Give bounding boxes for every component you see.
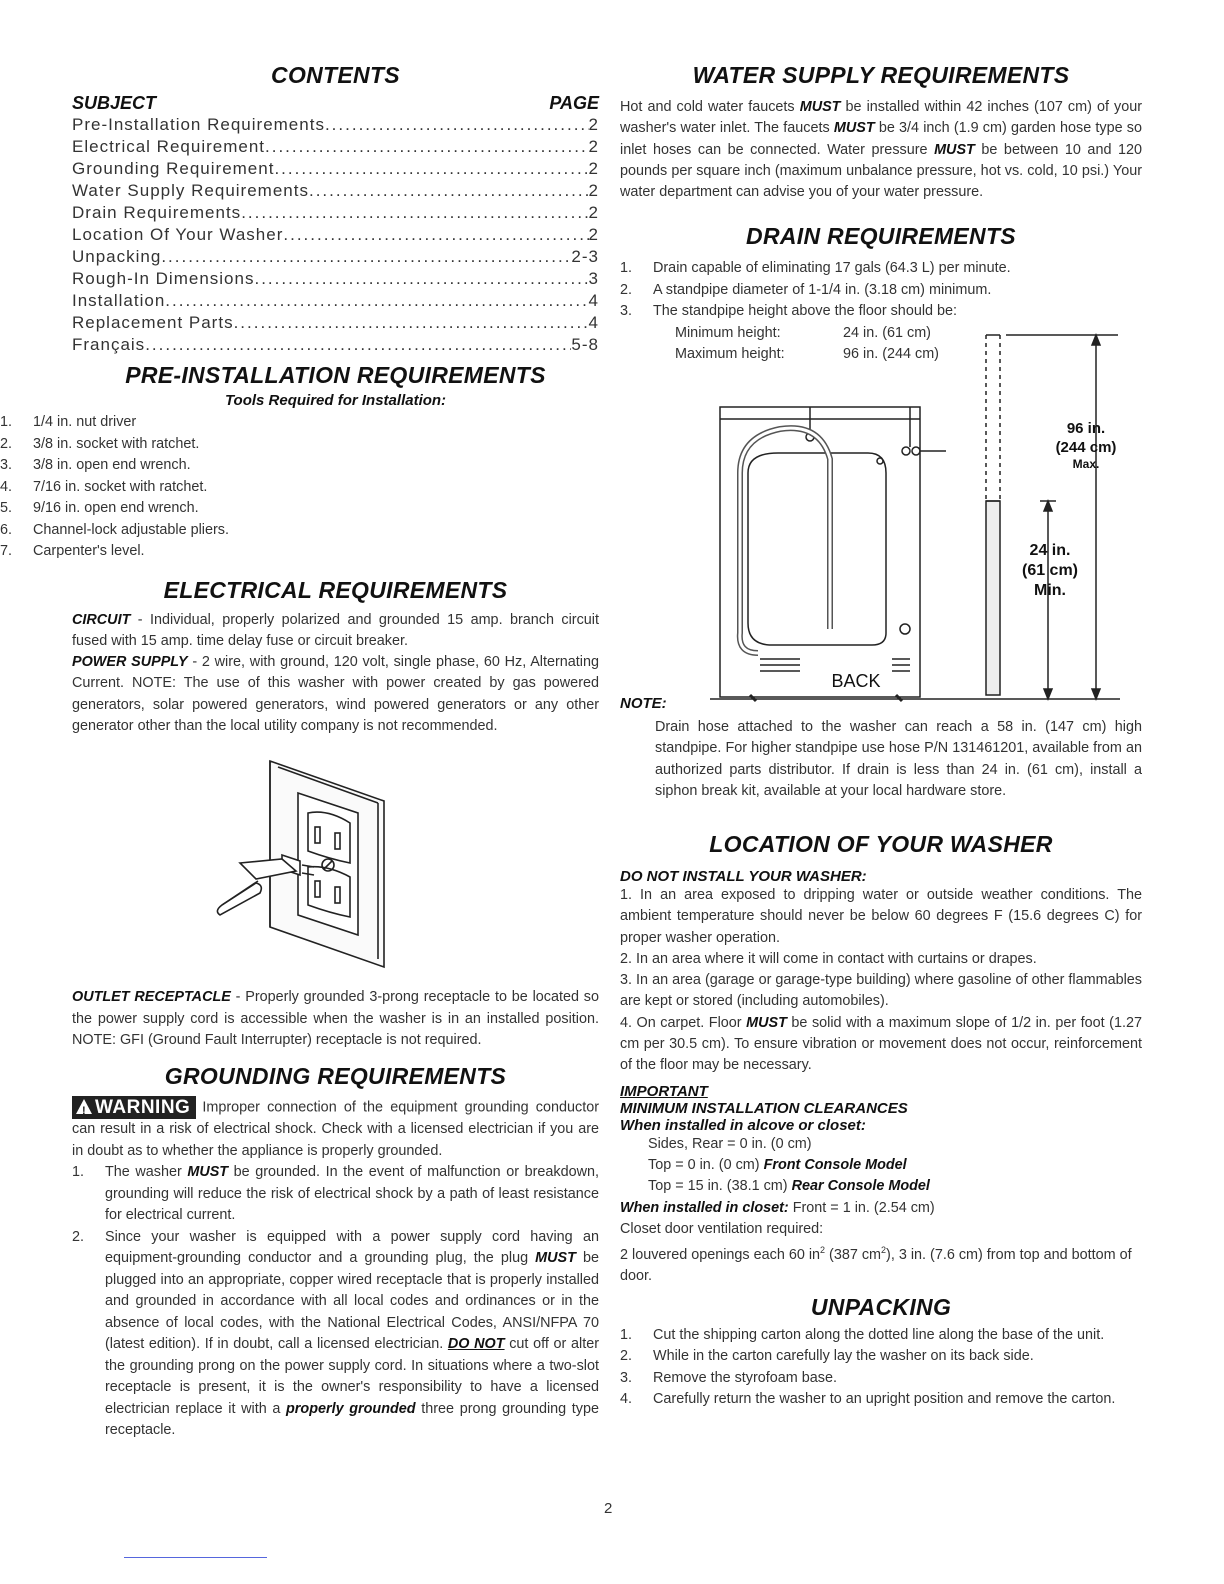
grounding-title: GROUNDING REQUIREMENTS bbox=[164, 1063, 507, 1090]
important-label: IMPORTANT bbox=[620, 1082, 708, 1100]
warning-triangle-icon bbox=[76, 1099, 92, 1114]
location-item-1: 1. In an area exposed to dripping water or outside weather conditions. The ambient temperature should never be below 60 degrees F (15.6 degrees C) for proper washer operation. bbox=[620, 886, 1142, 946]
list-item: 1. 1/4 in. nut driver bbox=[0, 414, 137, 430]
clearance-sides: Sides, Rear = 0 in. (0 cm) bbox=[648, 1135, 812, 1152]
fig-max-1: 96 in. bbox=[1066, 419, 1106, 437]
note-text: Drain hose attached to the washer can reach a 58 in. (147 cm) high standpipe. For higher standpipe use hose P/N 131461201, available from an authorized parts distributor. If drain is less than 24 in. (61 cm), install a siphon break kit, available at your local hardware store. bbox=[655, 718, 1142, 799]
clearance-top-front: Top = 0 in. (0 cm) Front Console Model bbox=[648, 1156, 907, 1173]
outlet-illustration bbox=[72, 755, 599, 979]
list-item: 6. Channel-lock adjustable pliers. bbox=[0, 521, 229, 538]
fig-max-2: (244 cm) bbox=[1055, 438, 1117, 456]
list-item: 3. The standpipe height above the floor should be: bbox=[620, 303, 958, 320]
list-item: 2. Since your washer is equipped with a power supply cord having an equipment-grounding conductor and a grounding plug, the plug MUST be plugged into an appropriate, copper wired receptacle that is properly installed and grounded in accordance with all local codes and ordinances or in the absence of local codes, with the National Electrical Codes, ANSI/NFPA 70 (latest edition). If in doubt, call a licensed electrician. DO NOT cut off or alter the grounding prong on the power supply cord. In situations where a two-slot receptacle is present, it is the owner's responsibility to have a licensed electrician replace it with a properly grounded three prong grounding type receptacle. bbox=[72, 1228, 600, 1439]
location-item-4: 4. On carpet. Floor MUST be solid with a maximum slope of 1/2 in. per foot (1.27 cm per 30.5 cm). To ensure vibration or movement does not occur, reinforcement of the floor may be necessary. bbox=[620, 1014, 1142, 1074]
list-item: 5. 9/16 in. open end wrench. bbox=[0, 500, 199, 516]
fig-min-2: (61 cm) bbox=[1021, 561, 1079, 579]
subject-label: SUBJECT bbox=[72, 93, 157, 113]
min-clearances-heading: MINIMUM INSTALLATION CLEARANCES bbox=[620, 1099, 908, 1117]
warning-badge: !WARNING bbox=[72, 1096, 196, 1119]
grounding-list bbox=[72, 1162, 599, 1442]
drain-diagram bbox=[620, 323, 1142, 763]
fig-back-label: BACK bbox=[831, 670, 881, 691]
list-item: 2. A standpipe diameter of 1-1/4 in. (3.18 cm) minimum. bbox=[620, 281, 992, 298]
electrical-title: ELECTRICAL REQUIREMENTS bbox=[163, 576, 508, 603]
list-item: 1. The washer MUST be grounded. In the event of malfunction or breakdown, grounding will reduce the risk of electrical shock by a path of least resistance for electrical current. bbox=[72, 1164, 599, 1224]
list-item: 3. 3/8 in. open end wrench. bbox=[0, 457, 191, 473]
contents-list bbox=[72, 114, 599, 356]
list-item: 4. Carefully return the washer to an upright position and remove the carton. bbox=[620, 1391, 1116, 1408]
list-item: 2. 3/8 in. socket with ratchet. bbox=[0, 435, 200, 452]
contents-header bbox=[72, 93, 599, 114]
closet-line: When installed in closet: Front = 1 in. (2.54 cm) bbox=[620, 1199, 935, 1216]
drain-figure bbox=[620, 323, 1142, 799]
location-title: LOCATION OF YOUR WASHER bbox=[709, 830, 1053, 857]
contents-row: Installation ..... 4 bbox=[72, 290, 599, 312]
list-item: 3. Remove the styrofoam base. bbox=[620, 1369, 837, 1386]
list-item: 7. Carpenter's level. bbox=[0, 543, 145, 559]
pre-install-title: PRE-INSTALLATION REQUIREMENTS bbox=[125, 362, 546, 388]
fig-max-3: Max. bbox=[1072, 456, 1100, 471]
right-column bbox=[620, 62, 1142, 1411]
water-paragraph: Hot and cold water faucets MUST be installed within 42 inches (107 cm) of your washer's water inlet. The faucets MUST be 3/4 inch (1.9 cm) garden hose type so inlet hoses can be connected. Water pressure MUST be between 10 and 120 pounds per square inch (maximum unbalance pressure, hot vs. cold, 10 psi.) Your water department can advise you of your water pressure. bbox=[620, 99, 1142, 201]
alcove-heading: When installed in alcove or closet: bbox=[620, 1116, 866, 1134]
tools-subtitle: Tools Required for Installation: bbox=[224, 392, 447, 409]
list-item: 2. While in the carton carefully lay the washer on its back side. bbox=[620, 1348, 1034, 1365]
height-table: Minimum height: 24 in. (61 cm) Maximum height: 96 in. (244 cm) bbox=[675, 324, 939, 362]
outlet-paragraph: OUTLET RECEPTACLE - Properly grounded 3-prong receptacle to be located so the power supply cord is accessible when the washer is in an installed position. NOTE: GFI (Ground Fault Interrupter) receptacle is not required. bbox=[72, 989, 599, 1048]
left-column bbox=[0, 62, 600, 1442]
contents-title: CONTENTS bbox=[271, 62, 400, 88]
drain-list bbox=[620, 258, 1142, 323]
unpacking-title: UNPACKING bbox=[810, 1293, 952, 1320]
note-label: NOTE: bbox=[620, 694, 667, 712]
power-supply-paragraph: POWER SUPPLY - 2 wire, with ground, 120 volt, single phase, 60 Hz, Alternating Current. NOTE: The use of this washer with power created by gas powered generators, solar powered generators, wind powered generators or any other generator other than the local utility company is not recommended. bbox=[72, 654, 599, 734]
list-item: 1. Cut the shipping carton along the dotted line along the base of the unit. bbox=[620, 1326, 1105, 1343]
unpacking-list bbox=[620, 1325, 1142, 1411]
ventilation-line: Closet door ventilation required: bbox=[620, 1220, 824, 1237]
warning-paragraph: !WARNING Improper connection of the equipment grounding conductor can result in a risk of electrical shock. Check with a licensed electrician if you are in doubt as to whether the appliance is properly grounded. bbox=[72, 1096, 599, 1162]
contents-row: Rough-In Dimensions ..... 3 bbox=[72, 268, 599, 290]
tools-list bbox=[0, 412, 599, 563]
clearance-top-rear: Top = 15 in. (38.1 cm) Rear Console Model bbox=[648, 1178, 930, 1195]
water-title: WATER SUPPLY REQUIREMENTS bbox=[692, 62, 1070, 88]
page-label: PAGE bbox=[549, 93, 599, 113]
contents-row: Location Of Your Washer ..... 2 bbox=[72, 224, 599, 246]
contents-row: Grounding Requirement ..... 2 bbox=[72, 158, 599, 180]
contents-row: Français ..... 5-8 bbox=[72, 334, 599, 356]
location-item-3: 3. In an area (garage or garage-type building) where gasoline of other flammables are kept or stored (including automobiles). bbox=[620, 972, 1142, 1010]
fig-min-1: 24 in. bbox=[1029, 541, 1071, 559]
drain-title: DRAIN REQUIREMENTS bbox=[746, 223, 1016, 250]
louver-line: 2 louvered openings each 60 $in^2$ (387 $cm^2$), 3 in. (7.6 cm) from top and bottom of door. bbox=[620, 1245, 1132, 1285]
location-item-2: 2. In an area where it will come in contact with curtains or drapes. bbox=[620, 950, 1037, 967]
list-item: 1. Drain capable of eliminating 17 gals (64.3 L) per minute. bbox=[620, 260, 1011, 277]
contents-row: Electrical Requirement ..... 2 bbox=[72, 136, 599, 158]
do-not-install-heading: DO NOT INSTALL YOUR WASHER: bbox=[620, 867, 867, 885]
contents-row: Unpacking ..... 2-3 bbox=[72, 246, 599, 268]
contents-row: Replacement Parts ..... 4 bbox=[72, 312, 599, 334]
contents-row: Pre-Installation Requirements ..... 2 bbox=[72, 114, 599, 136]
circuit-paragraph: CIRCUIT - Individual, properly polarized and grounded 15 amp. branch circuit fused with 15 amp. time delay fuse or circuit breaker. bbox=[72, 611, 599, 649]
contents-row: Water Supply Requirements ..... 2 bbox=[72, 180, 599, 202]
fig-min-3: Min. bbox=[1034, 581, 1066, 599]
list-item: 4. 7/16 in. socket with ratchet. bbox=[0, 478, 208, 495]
footer-divider bbox=[124, 1557, 267, 1558]
contents-row: Drain Requirements ..... 2 bbox=[72, 202, 599, 224]
page-number: 2 bbox=[604, 1500, 613, 1517]
